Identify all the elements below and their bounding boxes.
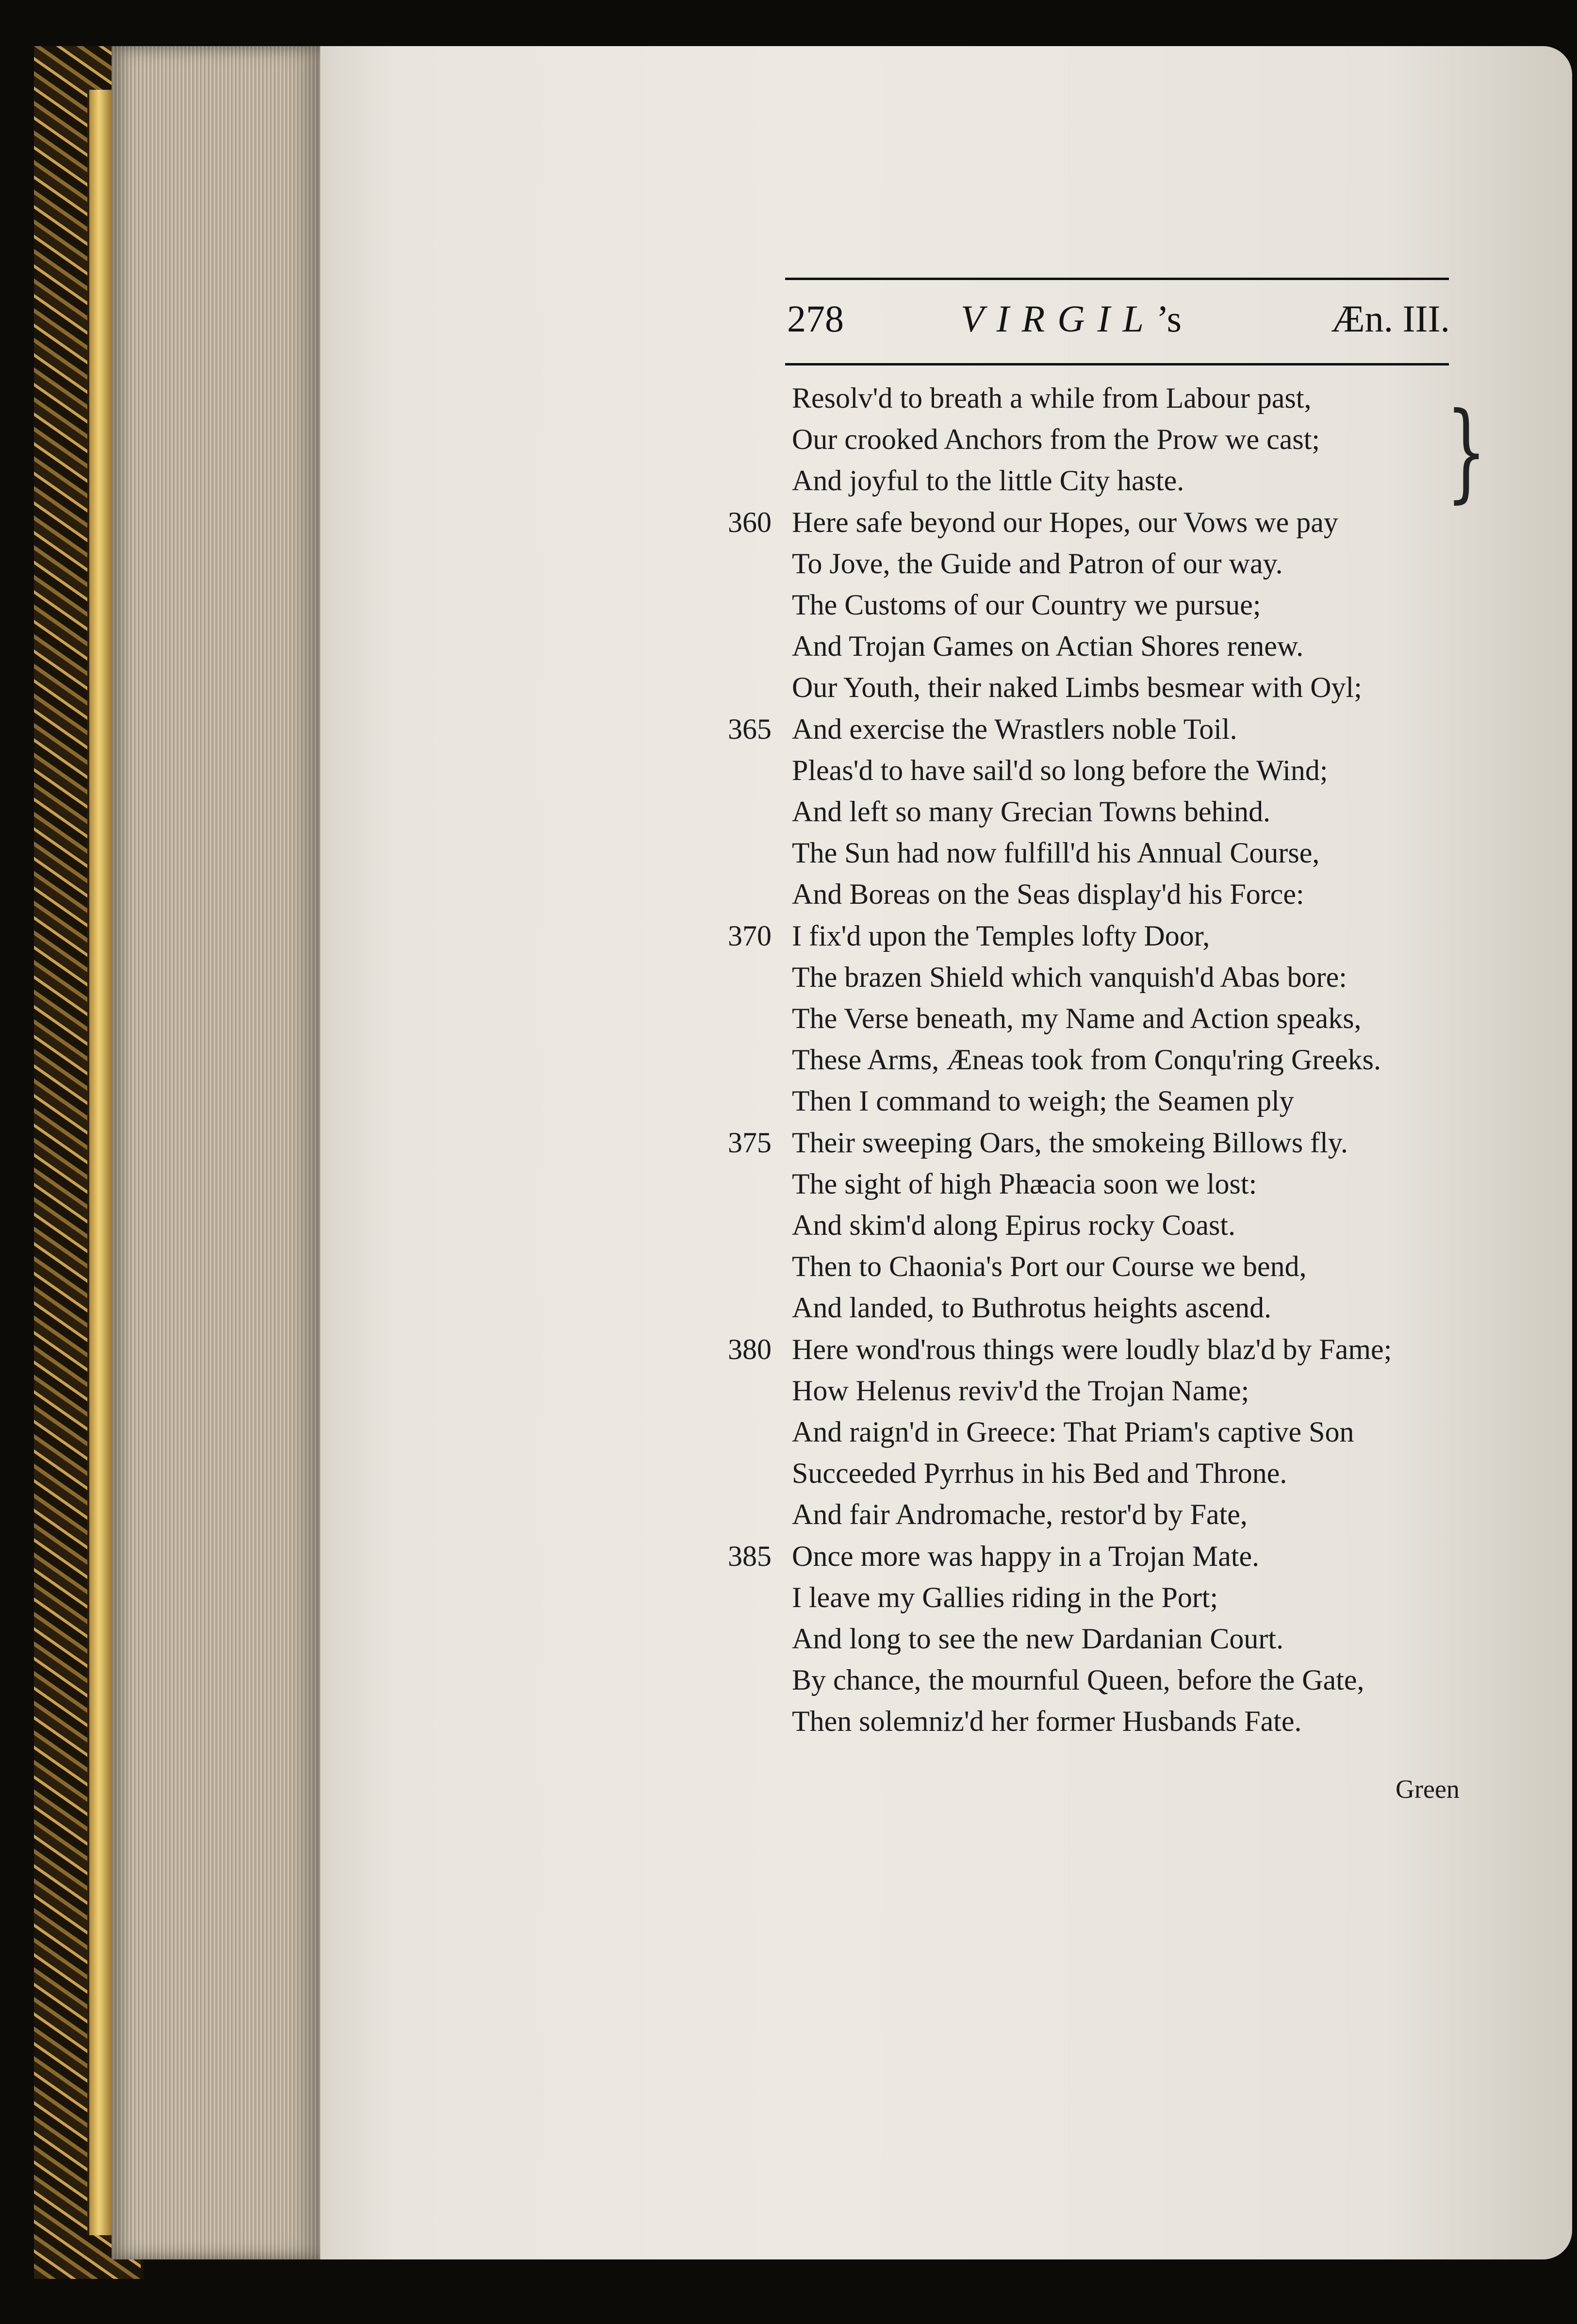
verse-line: These Arms, Æneas took from Conqu'ring Greeks. (792, 1044, 1381, 1076)
line-number: 380 (728, 1333, 772, 1365)
verse-line: And landed, to Buthrotus heights ascend. (792, 1292, 1272, 1324)
verse-line: And Boreas on the Seas display'd his Force: (792, 878, 1304, 910)
line-number: 370 (728, 920, 772, 952)
verse-line: To Jove, the Guide and Patron of our way. (792, 548, 1283, 580)
running-head (961, 297, 1182, 341)
verse-line: I leave my Gallies riding in the Port; (792, 1581, 1218, 1613)
line-number: 375 (728, 1127, 772, 1159)
line-number: 360 (728, 506, 772, 538)
verse-line: And left so many Grecian Towns behind. (792, 796, 1271, 828)
verse-line: And exercise the Wrastlers noble Toil. (792, 713, 1237, 745)
running-head-possessive: ’s (1156, 298, 1182, 340)
verse-line: Here wond'rous things were loudly blaz'd by Fame; (792, 1333, 1392, 1365)
triplet-brace: } (1446, 389, 1487, 514)
verse-line: Once more was happy in a Trojan Mate. (792, 1540, 1260, 1572)
verse-line: By chance, the mournful Queen, before the Gate, (792, 1664, 1364, 1696)
verse-line: Our Youth, their naked Limbs besmear with Oyl; (792, 671, 1362, 703)
verse-line: Then solemniz'd her former Husbands Fate. (792, 1705, 1302, 1737)
verse-line: And Trojan Games on Actian Shores renew. (792, 630, 1304, 662)
verse-line: And raign'd in Greece: That Priam's captive Son (792, 1416, 1354, 1448)
verse-line: How Helenus reviv'd the Trojan Name; (792, 1375, 1249, 1407)
verse-line: The Verse beneath, my Name and Action speaks, (792, 1002, 1362, 1034)
verse-line: Our crooked Anchors from the Prow we cast; (792, 423, 1320, 455)
verse-line: Then I command to weigh; the Seamen ply (792, 1085, 1294, 1117)
verse-line: And skim'd along Epirus rocky Coast. (792, 1209, 1236, 1241)
verse-line: The sight of high Phæacia soon we lost: (792, 1168, 1257, 1200)
header-rule-bottom (785, 363, 1449, 365)
book-reference: Æn. III. (1331, 298, 1450, 340)
verse-line: Here safe beyond our Hopes, our Vows we pay (792, 506, 1338, 538)
verse-line: I fix'd upon the Temples lofty Door, (792, 920, 1210, 952)
page-edges (112, 46, 320, 2259)
running-head-author: VIRGIL (961, 298, 1156, 340)
page-number: 278 (787, 298, 844, 340)
verse-line: And fair Andromache, restor'd by Fate, (792, 1498, 1248, 1530)
verse-line: The Customs of our Country we pursue; (792, 589, 1261, 621)
line-number: 365 (728, 713, 772, 745)
verse-line: The brazen Shield which vanquish'd Abas bore: (792, 961, 1347, 993)
verse-line: The Sun had now fulfill'd his Annual Course, (792, 837, 1320, 869)
line-number: 385 (728, 1540, 772, 1572)
verse-line: And long to see the new Dardanian Court. (792, 1623, 1284, 1655)
verse-line: Resolv'd to breath a while from Labour past, (792, 382, 1312, 414)
gilt-border (87, 90, 114, 2235)
catchword: Green (1396, 1775, 1460, 1804)
header-rule-top (785, 278, 1449, 280)
verse-line: Succeeded Pyrrhus in his Bed and Throne. (792, 1457, 1287, 1489)
verse-line: Their sweeping Oars, the smokeing Billows fly. (792, 1127, 1348, 1159)
verse-line: Then to Chaonia's Port our Course we bend, (792, 1250, 1307, 1282)
verse-line: And joyful to the little City haste. (792, 465, 1184, 497)
verse-line: Pleas'd to have sail'd so long before the Wind; (792, 754, 1328, 786)
